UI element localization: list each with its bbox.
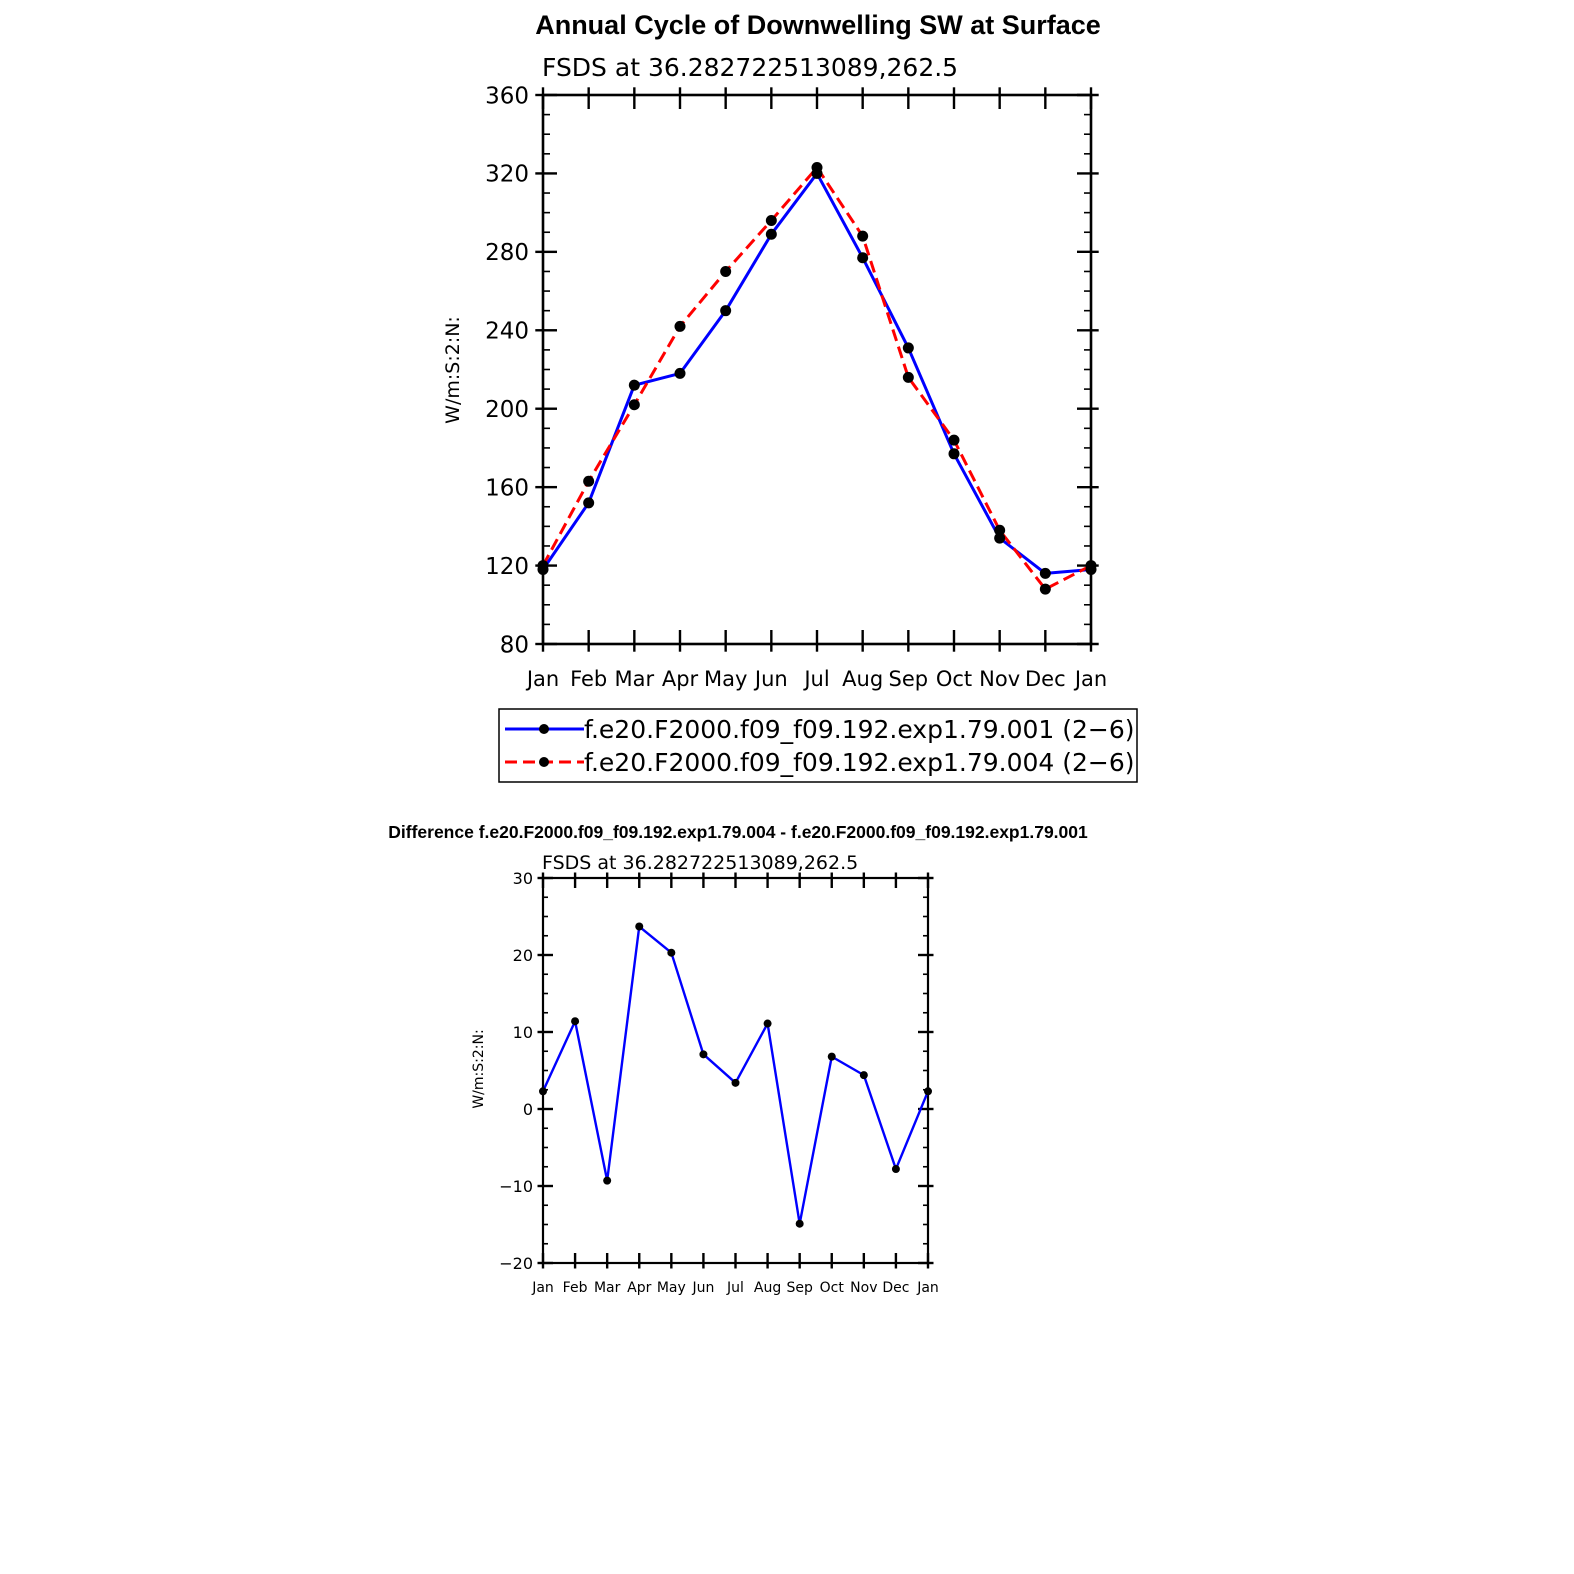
y-tick-label: 200 <box>485 396 529 423</box>
data-point-series-1 <box>539 1087 547 1095</box>
chart2-title: Difference f.e20.F2000.f09_f09.192.exp1.79.004 - f.e20.F2000.f09_f09.192.exp1.79.001 <box>388 822 1088 842</box>
series-line-2 <box>543 168 1091 590</box>
data-point-series-2 <box>675 321 686 332</box>
data-point-series-1 <box>949 448 960 459</box>
x-tick-label: Jan <box>917 1280 939 1296</box>
x-tick-label: Feb <box>570 667 608 691</box>
y-tick-label: 160 <box>485 475 529 502</box>
data-point-series-1 <box>603 1177 611 1185</box>
data-point-series-2 <box>812 162 823 173</box>
data-point-series-1 <box>720 305 731 316</box>
data-point-series-1 <box>924 1087 932 1095</box>
x-tick-label: Jul <box>727 1280 744 1296</box>
data-point-series-2 <box>1040 584 1051 595</box>
data-point-series-1 <box>764 1020 772 1028</box>
chart1-plot <box>485 83 1107 691</box>
x-tick-label: Feb <box>562 1280 588 1296</box>
series-line-1 <box>543 173 1091 573</box>
data-point-series-2 <box>903 372 914 383</box>
y-tick-label: 0 <box>522 1099 533 1119</box>
y-tick-label: 10 <box>512 1022 533 1042</box>
chart2-plot <box>499 869 939 1296</box>
data-point-series-1 <box>796 1220 804 1228</box>
x-tick-label: Aug <box>842 667 884 691</box>
x-tick-label: Nov <box>979 667 1021 691</box>
legend-label-series-1: f.e20.F2000.f09_f09.192.exp1.79.001 (2−6) <box>584 715 1135 744</box>
x-tick-label: Apr <box>661 667 699 691</box>
chart1-title: Annual Cycle of Downwelling SW at Surface <box>535 10 1101 40</box>
data-point-series-2 <box>857 231 868 242</box>
x-tick-label: Mar <box>593 1280 621 1296</box>
y-tick-label: 20 <box>512 945 533 965</box>
x-tick-label: Oct <box>819 1280 844 1296</box>
data-point-series-1 <box>857 252 868 263</box>
data-point-series-2 <box>720 266 731 277</box>
data-point-series-1 <box>828 1053 836 1061</box>
y-tick-label: 320 <box>485 161 529 188</box>
data-point-series-1 <box>860 1071 868 1079</box>
data-point-series-2 <box>583 476 594 487</box>
legend-item-series-2 <box>505 748 1135 777</box>
y-tick-label: 120 <box>485 553 529 580</box>
chart2-subtitle: FSDS at 36.282722513089,262.5 <box>542 852 859 874</box>
y-tick-label: 80 <box>499 632 529 659</box>
data-point-series-1 <box>903 342 914 353</box>
data-point-series-1 <box>766 229 777 240</box>
y-tick-label: −10 <box>499 1176 533 1196</box>
x-tick-label: Dec <box>1025 667 1066 691</box>
y-tick-label: 30 <box>512 868 533 888</box>
x-tick-label: Oct <box>935 667 973 691</box>
data-point-series-2 <box>949 435 960 446</box>
chart1-legend <box>499 709 1137 782</box>
legend-item-series-1 <box>505 715 1135 744</box>
x-tick-label: Jan <box>532 1280 554 1296</box>
legend-marker-series-1 <box>539 724 549 734</box>
data-point-series-1 <box>732 1079 740 1087</box>
chart1-ylabel: W/m:S:2:N: <box>442 316 464 424</box>
data-point-series-2 <box>629 399 640 410</box>
y-tick-label: 360 <box>485 83 529 110</box>
legend-label-series-2: f.e20.F2000.f09_f09.192.exp1.79.004 (2−6) <box>584 748 1135 777</box>
plot-frame <box>543 878 928 1263</box>
data-point-series-1 <box>667 949 675 957</box>
data-point-series-1 <box>583 497 594 508</box>
data-point-series-2 <box>538 560 549 571</box>
data-point-series-1 <box>571 1017 579 1025</box>
x-tick-label: Nov <box>850 1280 878 1296</box>
x-tick-label: Apr <box>627 1280 652 1296</box>
x-tick-label: Mar <box>614 667 655 691</box>
y-tick-label: −20 <box>499 1253 533 1273</box>
x-tick-label: Jul <box>804 667 830 691</box>
x-tick-label: Jan <box>526 667 560 691</box>
chart1-subtitle: FSDS at 36.282722513089,262.5 <box>542 53 959 82</box>
x-tick-label: Sep <box>786 1280 813 1296</box>
x-tick-label: May <box>703 667 748 691</box>
x-tick-label: Dec <box>882 1280 910 1296</box>
data-point-series-1 <box>892 1165 900 1173</box>
x-tick-label: Jun <box>754 667 788 691</box>
x-tick-label: May <box>656 1280 686 1296</box>
x-tick-label: Jun <box>692 1280 715 1296</box>
legend-marker-series-2 <box>539 757 549 767</box>
data-point-series-1 <box>1040 568 1051 579</box>
series-line-1 <box>543 927 928 1224</box>
data-point-series-1 <box>699 1050 707 1058</box>
data-point-series-2 <box>1086 560 1097 571</box>
x-tick-label: Aug <box>753 1280 782 1296</box>
x-tick-label: Sep <box>888 667 929 691</box>
chart2-ylabel: W/m:S:2:N: <box>471 1029 487 1109</box>
data-point-series-2 <box>994 525 1005 536</box>
data-point-series-1 <box>635 923 643 931</box>
data-point-series-1 <box>675 368 686 379</box>
data-point-series-2 <box>766 215 777 226</box>
x-tick-label: Jan <box>1074 667 1108 691</box>
y-tick-label: 280 <box>485 240 529 267</box>
data-point-series-1 <box>629 380 640 391</box>
y-tick-label: 240 <box>485 318 529 345</box>
